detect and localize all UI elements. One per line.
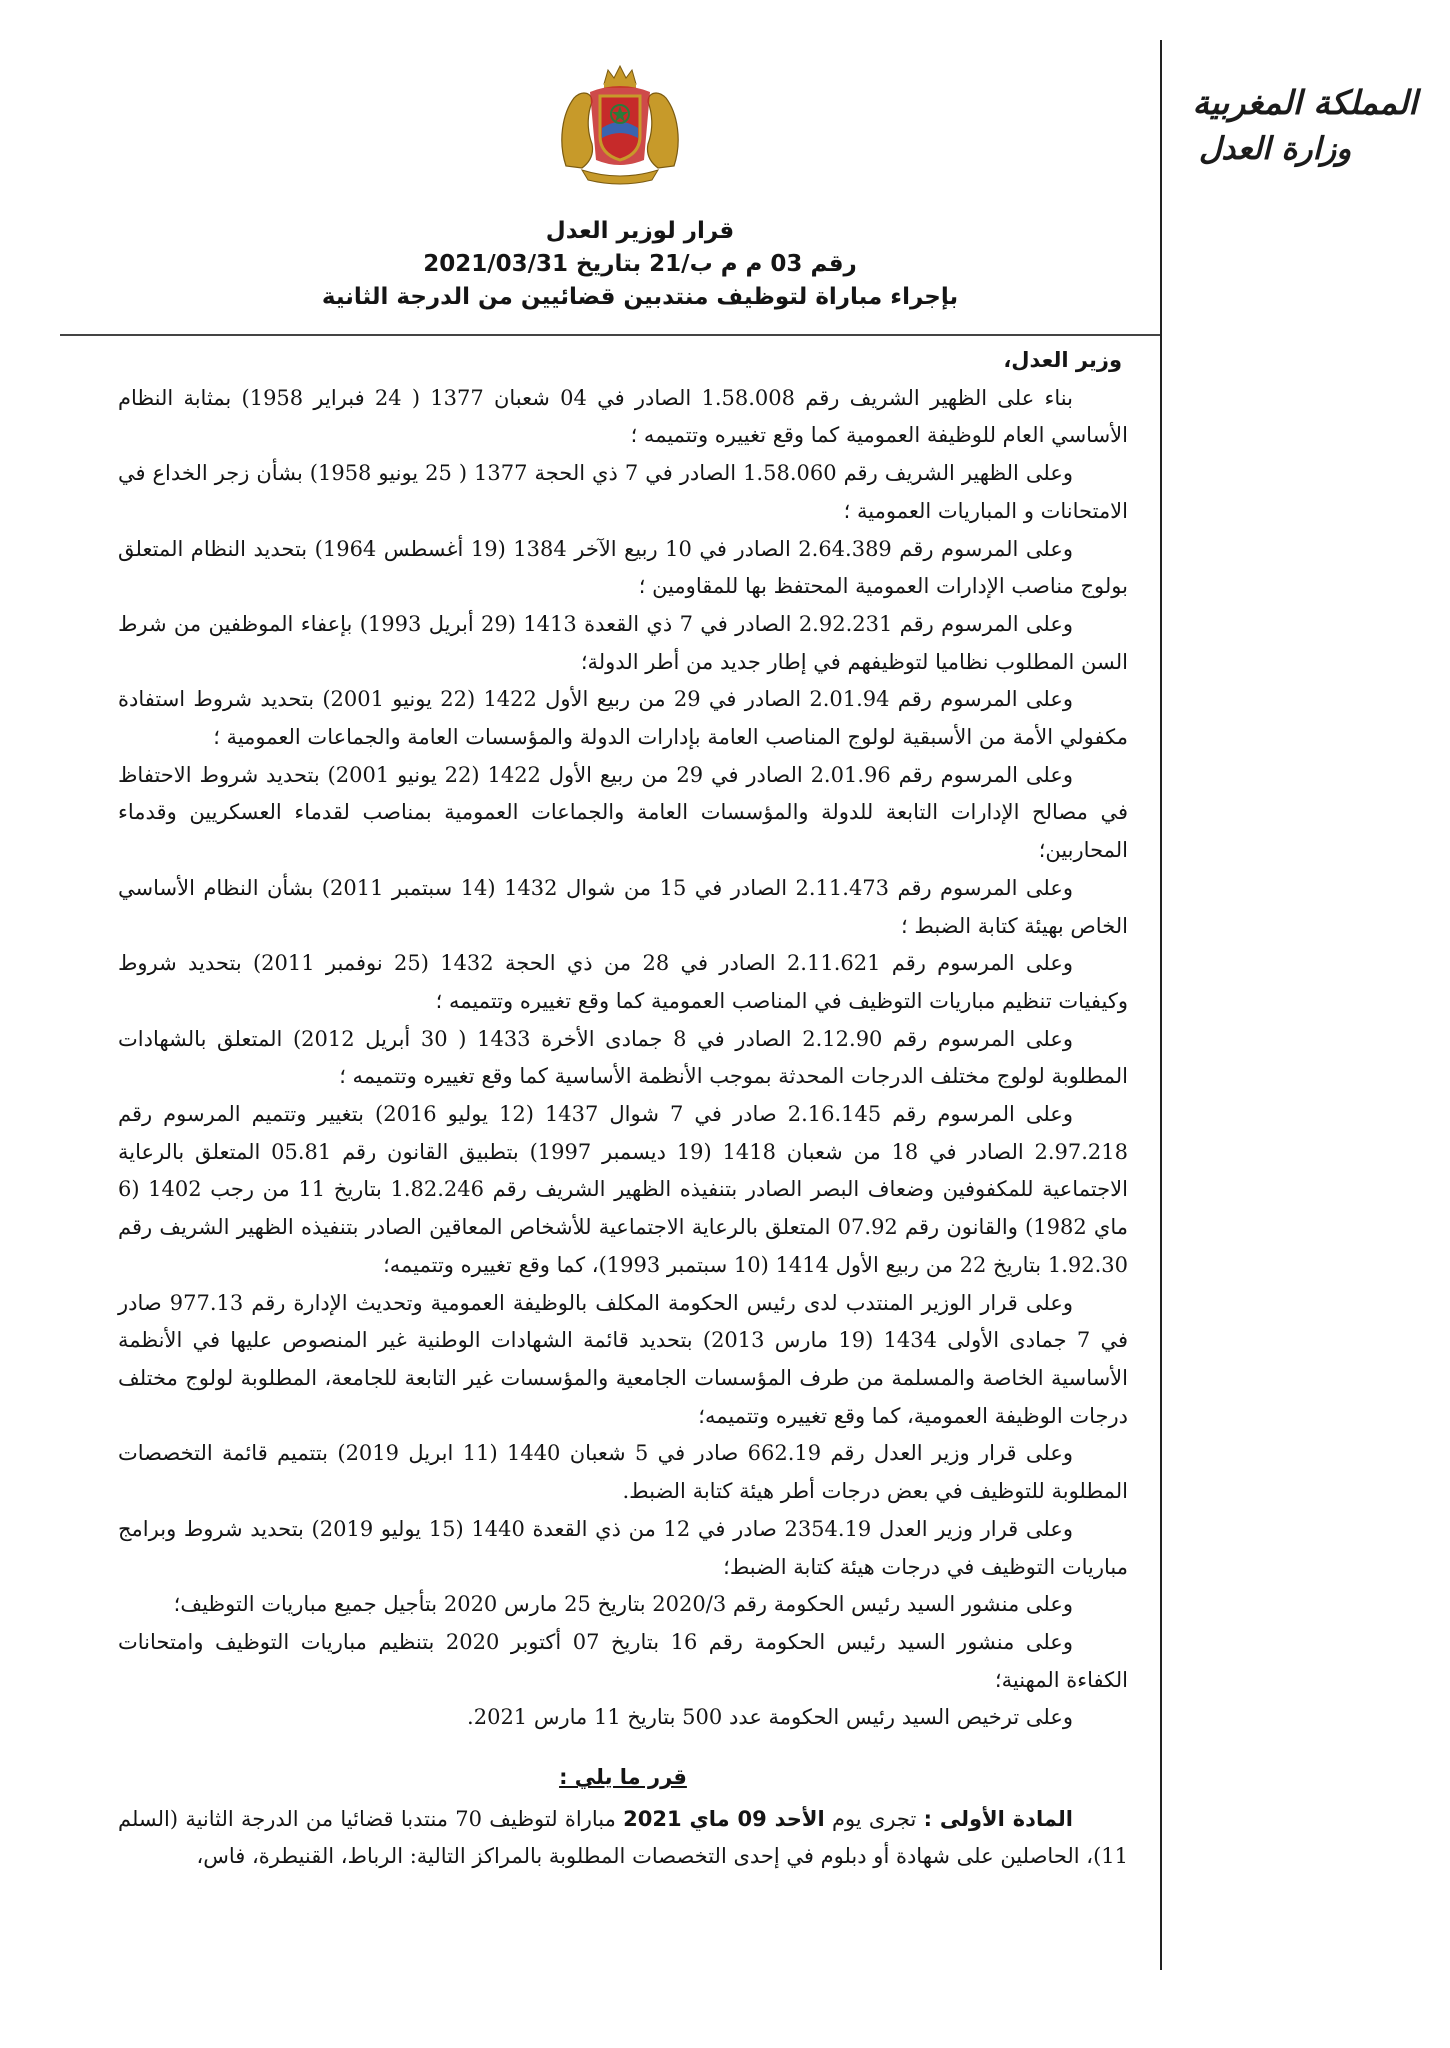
decision-number: رقم 03 م م ب/21 بتاريخ 2021/03/31 — [423, 251, 857, 277]
consideration-15: وعلى منشور السيد رئيس الحكومة رقم 16 بتاريخ 07 أكتوبر 2020 بتنظيم مباريات التوظيف وامتحانات الكفاءة المهنية؛ — [118, 1629, 1128, 1692]
consideration-9: وعلى المرسوم رقم 2.12.90 الصادر في 8 جمادى الأخرة 1433 ( 30 أبريل 2012) المتعلق بالشهادات المطلوبة لولوج مختلف الدرجات المحدثة بموجب الأنظمة الأساسية كما وقع تغييره وتتميمه ؛ — [118, 1026, 1128, 1089]
consideration-1: بناء على الظهير الشريف رقم 1.58.008 الصادر في 04 شعبان 1377 ( 24 فبراير 1958) بمثابة النظام الأساسي العام للوظيفة العمومية كما وقع تغييره وتتميمه ؛ — [118, 385, 1128, 448]
consideration-16: وعلى ترخيص السيد رئيس الحكومة عدد 500 بتاريخ 11 مارس 2021. — [467, 1705, 1073, 1730]
consideration-13: وعلى قرار وزير العدل 2354.19 صادر في 12 من ذي القعدة 1440 (15 يوليو 2019) بتحديد شروط وبرامج مباريات التوظيف في درجات هيئة كتابة الضبط؛ — [118, 1516, 1128, 1579]
consideration-12: وعلى قرار وزير العدل رقم 662.19 صادر في 5 شعبان 1440 (11 ابريل 2019) بتتميم قائمة التخصصات المطلوبة للتوظيف في بعض درجات أطر هيئة كتابة الضبط. — [118, 1441, 1128, 1504]
article-1-text-before: تجرى يوم — [824, 1806, 924, 1831]
margin-vertical-rule — [1160, 40, 1162, 1970]
decision-subject: بإجراء مباراة لتوظيف منتدبين قضائيين من الدرجة الثانية — [321, 284, 959, 310]
consideration-11: وعلى قرار الوزير المنتدب لدى رئيس الحكومة المكلف بالوظيفة العمومية وتحديث الإدارة رقم 977.13 صادر في 7 جمادى الأولى 1434 (19 مارس 2013) بتحديد قائمة الشهادات الوطنية غير المنصوص عليها في الأنظمة الأساسية الخاصة والمسلمة من طرف المؤسسات الجامعية والمؤسسات غير التابعة للجامعة، المطلوبة لولوج مختلف درجات الوظيفة العمومية، كما وقع تغييره وتتميمه؛ — [118, 1290, 1128, 1428]
consideration-14: وعلى منشور السيد رئيس الحكومة رقم 2020/3 بتاريخ 25 مارس 2020 بتأجيل جميع مباريات التوظيف؛ — [173, 1592, 1073, 1617]
article-1-label: المادة الأولى : — [923, 1806, 1073, 1831]
article-1 — [118, 1801, 1128, 1876]
article-1-text-after: مباراة لتوظيف 70 منتدبا قضائيا من الدرجة الثانية (السلم 11)، الحاصلين على شهادة أو دبلوم في إحدى التخصصات المطلوبة بالمراكز التالية: الرباط، القنيطرة، فاس، — [118, 1806, 1128, 1869]
consideration-7: وعلى المرسوم رقم 2.11.473 الصادر في 15 من شوال 1432 (14 سبتمبر 2011) بشأن النظام الأساسي الخاص بهيئة كتابة الضبط ؛ — [118, 875, 1128, 938]
decision-body — [118, 342, 1128, 1876]
consideration-3: وعلى المرسوم رقم 2.64.389 الصادر في 10 ربيع الآخر 1384 (19 أغسطس 1964) بتحديد النظام المتعلق بولوج مناصب الإدارات العمومية المحتفظ بها للمقاومين ؛ — [118, 536, 1128, 599]
kingdom-name: المملكة المغربية — [1192, 83, 1418, 122]
decision-heading: قرر ما يلي : — [559, 1765, 687, 1790]
ministry-header — [1185, 80, 1425, 172]
article-1-date: الأحد 09 ماي 2021 — [623, 1806, 825, 1831]
consideration-10: وعلى المرسوم رقم 2.16.145 صادر في 7 شوال 1437 (12 يوليو 2016) بتغيير وتتميم المرسوم رقم 2.97.218 الصادر في 18 من شعبان 1418 (19 ديسمبر 1997) بتطبيق القانون رقم 05.81 المتعلق بالرعاية الاجتماعية للمكفوفين وضعاف البصر الصادر بتنفيذه الظهير الشريف رقم 1.82.246 بتاريخ 11 من رجب 1402 (6 ماي 1982) والقانون رقم 07.92 المتعلق بالرعاية الاجتماعية للأشخاص المعاقين الصادر بتنفيذه الظهير الشريف رقم 1.92.30 بتاريخ 22 من ربيع الأول 1414 (10 سبتمبر 1993)، كما وقع تغييره وتتميمه؛ — [118, 1102, 1129, 1277]
consideration-4: وعلى المرسوم رقم 2.92.231 الصادر في 7 ذي القعدة 1413 (29 أبريل 1993) بإعفاء الموظفين من شرط السن المطلوب نظاميا لتوظيفهم في إطار جديد من أطر الدولة؛ — [118, 611, 1128, 674]
header-divider — [60, 334, 1160, 336]
coat-of-arms-icon — [552, 62, 688, 186]
ministry-name: وزارة العدل — [1198, 131, 1352, 167]
consideration-6: وعلى المرسوم رقم 2.01.96 الصادر في 29 من ربيع الأول 1422 (22 يونيو 2001) بتحديد شروط الاحتفاظ في مصالح الإدارات التابعة للدولة والمؤسسات العامة والجماعات العمومية بمناصب لقدماء العسكريين وقدماء المحاربين؛ — [118, 762, 1128, 863]
consideration-8: وعلى المرسوم رقم 2.11.621 الصادر في 28 من ذي الحجة 1432 (25 نوفمبر 2011) بتحديد شروط وكيفيات تنظيم مباريات التوظيف في المناصب العمومية كما وقع تغييره وتتميمه ؛ — [118, 951, 1128, 1013]
addressee: وزير العدل، — [1003, 348, 1122, 372]
consideration-2: وعلى الظهير الشريف رقم 1.58.060 الصادر في 7 ذي الحجة 1377 ( 25 يونيو 1958) بشأن زجر الخداع في الامتحانات و المباريات العمومية ؛ — [118, 461, 1128, 523]
decision-title: قرار لوزير العدل — [545, 218, 735, 244]
consideration-5: وعلى المرسوم رقم 2.01.94 الصادر في 29 من ربيع الأول 1422 (22 يونيو 2001) بتحديد شروط استفادة مكفولي الأمة من الأسبقية لولوج المناصب العامة بإدارات الدولة والمؤسسات العامة والجماعات العمومية ؛ — [118, 687, 1128, 750]
